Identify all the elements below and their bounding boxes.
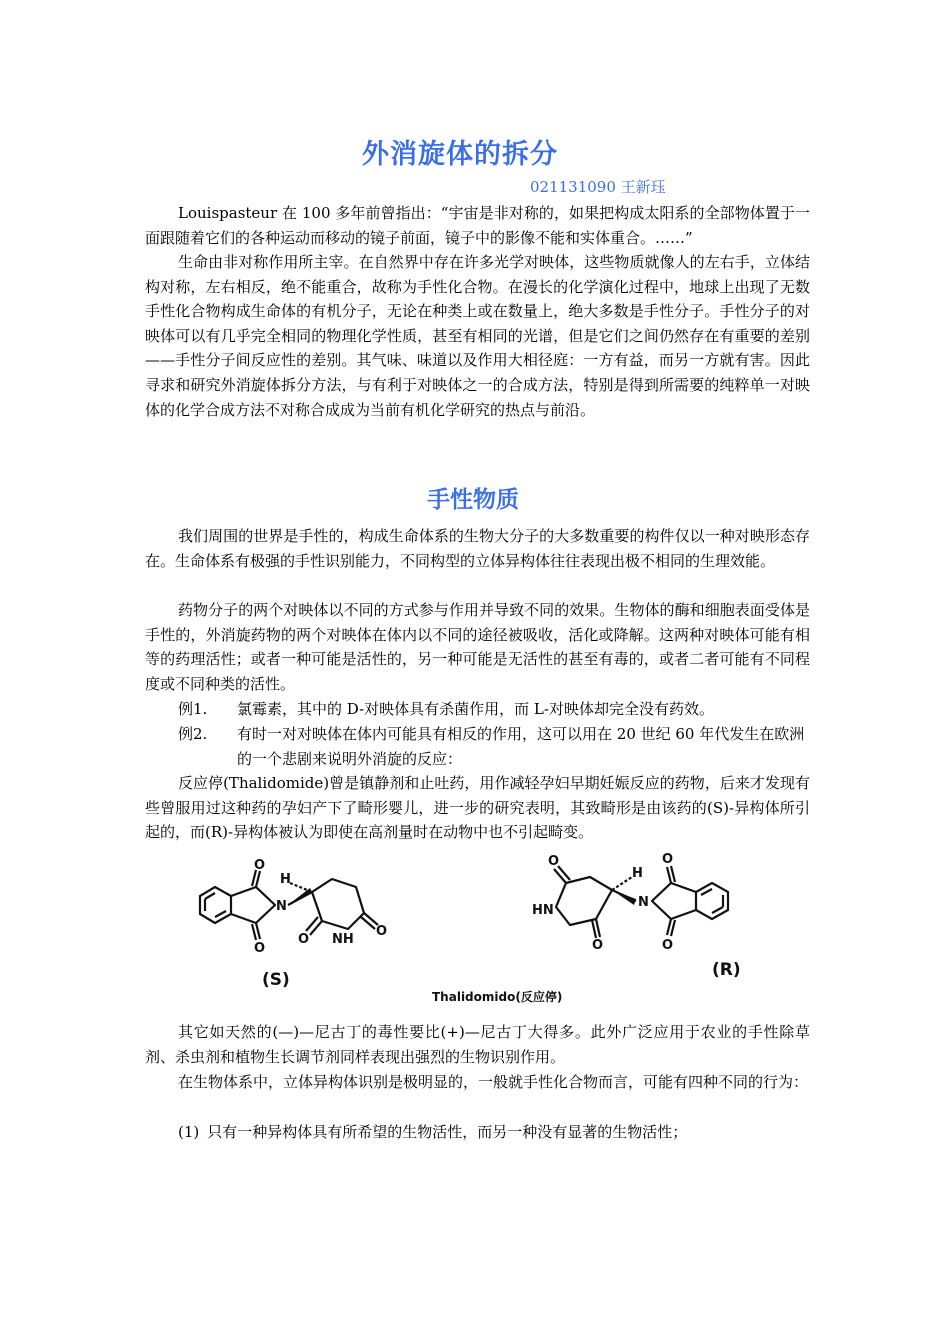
list-item-1-number: (1) — [178, 1123, 200, 1141]
r-oxygen-bottom: O — [592, 938, 604, 953]
s-hydrogen: H — [280, 872, 291, 887]
intro-quote-paragraph: Louispasteur 在 100 多年前曾指出：“宇宙是非对称的，如果把构成太阳系的全部物体置于一面跟随着它们的各种运动而移动的镜子前面，镜子中的影像不能和实体重合。……” — [145, 204, 810, 247]
figure-caption: Thalidomido(反应停) — [432, 990, 563, 1004]
body-paragraph-4: 其它如天然的(—)—尼古丁的毒性要比(+)—尼古丁大得多。此外广泛应用于农业的手性除草剂、杀虫剂和植物生长调节剂同样表现出强烈的生物识别作用。 — [145, 1023, 810, 1066]
body-paragraph-1: 我们周围的世界是手性的，构成生命体系的生物大分子的大多数重要的构件仅以一种对映形态存在。生命体系有极强的手性识别能力，不同构型的立体异构体往往表现出极不相同的生理效能。 — [145, 527, 810, 570]
r-oxygen-bottom-imide: O — [662, 938, 674, 953]
section-title: 手性物质 — [427, 487, 519, 513]
example-1 — [178, 697, 818, 722]
s-oxygen-bottom: O — [254, 941, 266, 956]
list-item-1 — [178, 1120, 687, 1145]
body-paragraph-5: 在生物体系中，立体异构体识别是极明显的，一般就手性化合物而言，可能有四种不同的行为： — [178, 1073, 809, 1091]
author-line: 021131090 王新珏 — [530, 178, 666, 196]
r-hydrogen: H — [632, 866, 643, 881]
thalidomide-paragraph: 反应停(Thalidomide)曾是镇静剂和止吐药，用作减轻孕妇早期妊娠反应的药物，后来才发现有些曾服用过这种药的孕妇产下了畸形婴儿，进一步的研究表明，其致畸形是由该药的(S)-异构体所引起的，而(R)-异构体被认为即使在高剂量时在动物中也不引起畸变。 — [145, 774, 810, 842]
s-nitrogen: N — [276, 899, 287, 914]
document-title: 外消旋体的拆分 — [362, 139, 558, 170]
label-r: (R) — [712, 960, 741, 980]
body-paragraph-2: 药物分子的两个对映体以不同的方式参与作用并导致不同的效果。生物体的酶和细胞表面受体是手性的，外消旋药物的两个对映体在体内以不同的途径被吸收，活化或降解。这两种对映体可能有相等的药理活性；或者一种可能是活性的，另一种可能是无活性的甚至有毒的，或者二者可能有不同程度或不同种类的活性。 — [145, 601, 810, 693]
list-item-1-text: 只有一种异构体具有所希望的生物活性，而另一种没有显著的生物活性； — [207, 1123, 688, 1141]
thalidomide-structures-figure — [160, 843, 800, 1013]
example-2-text: 有时一对对映体在体内可能具有相反的作用，这可以用在 20 世纪 60 年代发生在欧洲的一个悲剧来说明外消旋的反应： — [237, 725, 805, 768]
intro-paragraph: 生命由非对称作用所主宰。在自然界中存在许多光学对映体，这些物质就像人的左右手，立体结构对称，左右相反，绝不能重合，故称为手性化合物。在漫长的化学演化过程中，地球上出现了无数手性化合物构成生命体的有机分子，无论在种类上或在数量上，绝大多数是手性分子。手性分子的对映体可以有几乎完全相同的物理化学性质，甚至有相同的光谱，但是它们之间仍然存在有重要的差别——手性分子间反应性的差别。其气味、味道以及作用大相径庭：一方有益，而另一方就有害。因此寻求和研究外消旋体拆分方法，与有利于对映体之一的合成方法，特别是得到所需要的纯粹单一对映体的化学合成方法不对称合成成为当前有机化学研究的热点与前沿。 — [145, 253, 810, 419]
example-2-label: 例2. — [178, 725, 208, 743]
example-1-label: 例1. — [178, 700, 208, 718]
s-oxygen-right: O — [376, 924, 388, 939]
r-nitrogen: N — [638, 895, 649, 910]
r-hn: HN — [532, 903, 554, 918]
s-nh: NH — [332, 932, 354, 947]
r-oxygen-top: O — [548, 854, 560, 869]
example-2 — [178, 722, 818, 771]
s-oxygen-left: O — [298, 932, 310, 947]
s-oxygen-top: O — [254, 858, 266, 873]
r-oxygen-top-imide: O — [662, 852, 674, 867]
label-s: (S) — [262, 970, 290, 990]
example-1-text: 氯霉素，其中的 D-对映体具有杀菌作用，而 L-对映体却完全没有药效。 — [237, 700, 714, 718]
